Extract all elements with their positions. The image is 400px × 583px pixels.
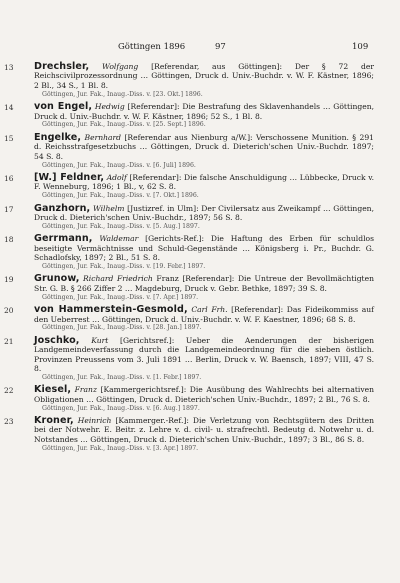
entry-text: [Referendar]: Das Fideikommiss auf den Ueberrest … Göttingen, Druck d. Univ.-Buchdr. v. W. F. Kaestner, 1896; 68 S. 8.: [34, 305, 374, 324]
author-name: Joschko,: [34, 334, 80, 346]
entry-list: [0, 62, 400, 456]
entry-text: [Referendar]: Die Bestrafung des Sklavenhandels … Göttingen, Druck d. Univ.-Buchdr. v. W. F. Kästner, 1896; 52 S., 1 Bl. 8.: [34, 102, 374, 121]
entry-number: 13: [4, 63, 14, 72]
header-folio: 97: [215, 42, 226, 52]
entry-number: 19: [4, 275, 14, 285]
dissertation-note: Göttingen, Jur. Fak., Inaug.-Diss. v. [7. Apr.] 1897.: [42, 293, 199, 301]
entry-number: 15: [4, 133, 14, 143]
list-item: [0, 416, 400, 453]
entry-text: [Gerichts-Ref.]: Die Haftung des Erben für schuldlos beseitigte Vermächtnisse und Schuld-Gegenstände … Königsberg i. Pr., Buchdr. G. Schadlofsky, 1897; 2 Bl., 51 S. 8.: [34, 234, 374, 263]
author-name: [W.] Feldner,: [34, 171, 105, 183]
dissertation-note: Göttingen, Jur. Fak., Inaug.-Diss. v. [5. Aug.] 1897.: [42, 222, 200, 230]
entry-number: 23: [4, 417, 14, 427]
author-given: Kurt: [91, 335, 109, 345]
author-name: Drechsler,: [34, 61, 90, 72]
list-item: [0, 204, 400, 231]
author-name: Kroner,: [34, 415, 74, 427]
entry-number: 17: [4, 204, 14, 214]
author-name: Ganzhorn,: [34, 202, 91, 214]
author-name: Kiesel,: [34, 384, 72, 396]
entry-number: 21: [4, 336, 14, 346]
list-item: [0, 274, 400, 301]
author-name: Grunow,: [34, 273, 80, 285]
list-item: [0, 62, 400, 99]
dissertation-note: Göttingen, Jur. Fak., Inaug.-Diss. v. [1. Febr.] 1897.: [42, 373, 202, 381]
author-given: Waldemar: [99, 234, 139, 244]
author-given: Franz: [74, 385, 97, 395]
dissertation-note: Göttingen, Jur. Fak., Inaug.-Diss. v. [3. Apr.] 1897.: [42, 444, 199, 452]
entry-text: Franz [Referendar]: Die Untreue der Bevollmächtigten Str. G. B. § 266 Ziffer 2 … Magdeburg, Druck v. Gebr. Bethke, 1897; 39 S. 8.: [34, 274, 374, 293]
entry-number: 22: [4, 386, 14, 396]
list-item: [0, 133, 400, 170]
dissertation-note: Göttingen, Jur. Fak., Inaug.-Diss. v. [19. Febr.] 1897.: [42, 263, 206, 271]
list-item: [0, 385, 400, 412]
author-given: Bernhard: [84, 132, 122, 142]
entry-text: [Kammergerichtsref.]: Die Ausübung des Wahlrechts bei alternativen Obligationen … Göttingen, Druck d. Dieterich'schen Univ.-Buchdr., 1897; 2 Bl., 76 S. 8.: [34, 385, 375, 404]
author-given: Heinrich: [77, 416, 112, 426]
author-name: von Engel,: [34, 101, 93, 113]
entry-number: 14: [4, 103, 14, 113]
list-item: [0, 305, 400, 332]
dissertation-note: Göttingen, Jur. Fak., Inaug.-Diss. v. [6. Aug.] 1897.: [42, 404, 200, 412]
author-given: Wolfgang: [102, 62, 139, 71]
list-item: [0, 234, 400, 271]
entry-number: 18: [4, 235, 14, 245]
page-number: 109: [352, 42, 369, 52]
entry-number: 20: [4, 306, 14, 316]
entry-text: [Referendar aus Nienburg a/W.]: Verschossene Munition. § 291 d. Reichsstrafgesetzbuchs … Göttingen, Druck d. Dieterich'schen Univ.-Buchdr. 1897; 54 S. 8.: [34, 132, 374, 161]
author-given: Hedwig: [94, 102, 125, 112]
dissertation-note: Göttingen, Jur. Fak., Inaug.-Diss. v. [25. Sept.] 1896.: [42, 121, 206, 129]
author-name: Engelke,: [34, 131, 82, 143]
entry-text: [Referendar, aus Göttingen]: Der § 72 der Reichscivilprozessordnung … Göttingen, Druck d. Univ.-Buchdr. v. W. F. Kästner, 1896; 2 Bl., 34 S., 1 Bl. 8.: [34, 62, 375, 90]
dissertation-note: Göttingen, Jur. Fak., Inaug.-Diss. v. [28. Jan.] 1897.: [42, 324, 202, 332]
entry-text: [Kammerger.-Ref.]: Die Verletzung von Rechtsgütern des Dritten bei der Notwehr. E. Beitr. z. Lehre v. d. civil- u. strafrechtl. Bedeutg d. Notwehr u. d. Notstandes … Göttingen, Druck d. Dieterich'schen Univ.-Buchdr., 1897; 3 Bl., 86 S. 8.: [34, 416, 375, 444]
list-item: [0, 336, 400, 382]
list-item: [0, 102, 400, 129]
dissertation-note: Göttingen, Jur. Fak., Inaug.-Diss. v. [7. Okt.] 1896.: [42, 192, 199, 200]
author-name: Gerrmann,: [34, 233, 93, 245]
author-given: Richard Friedrich: [83, 274, 153, 284]
entry-text: [Gerichtsref.]: Ueber die Aenderungen der bisherigen Landgemeindeverfassung durch die Landgemeindeordnung für die sieben östlich. Provinzen Preussens vom 3. Juli 1891 … Berlin, Druck v. W. Baensch, 1897; VIII, 47 S. 8.: [34, 335, 374, 374]
entry-text: [Referendar]: Die falsche Anschuldigung … Lübbecke, Druck v. F. Wenneburg, 1896; 1 Bl., v, 62 S. 8.: [34, 172, 374, 192]
running-header: [0, 42, 400, 56]
dissertation-note: Göttingen, Jur. Fak., Inaug.-Diss. v. [6. Juli] 1896.: [42, 161, 196, 169]
header-title: Göttingen 1896: [118, 42, 186, 52]
dissertation-note: Göttingen, Jur. Fak., Inaug.-Diss. v. [23. Okt.] 1896.: [42, 90, 203, 98]
entry-number: 16: [4, 173, 14, 183]
list-item: [0, 173, 400, 200]
author-given: Adolf: [106, 172, 127, 182]
author-given: Wilhelm: [92, 203, 125, 213]
author-name: von Hammerstein-Gesmold,: [34, 304, 188, 316]
entry-text: [Justizref. in Ulm]: Der Civilersatz aus Zweikampf … Göttingen, Druck d. Dieterich'schen Univ.-Buchdr., 1897; 56 S. 8.: [34, 203, 374, 223]
author-given: Carl Frh.: [191, 305, 228, 315]
